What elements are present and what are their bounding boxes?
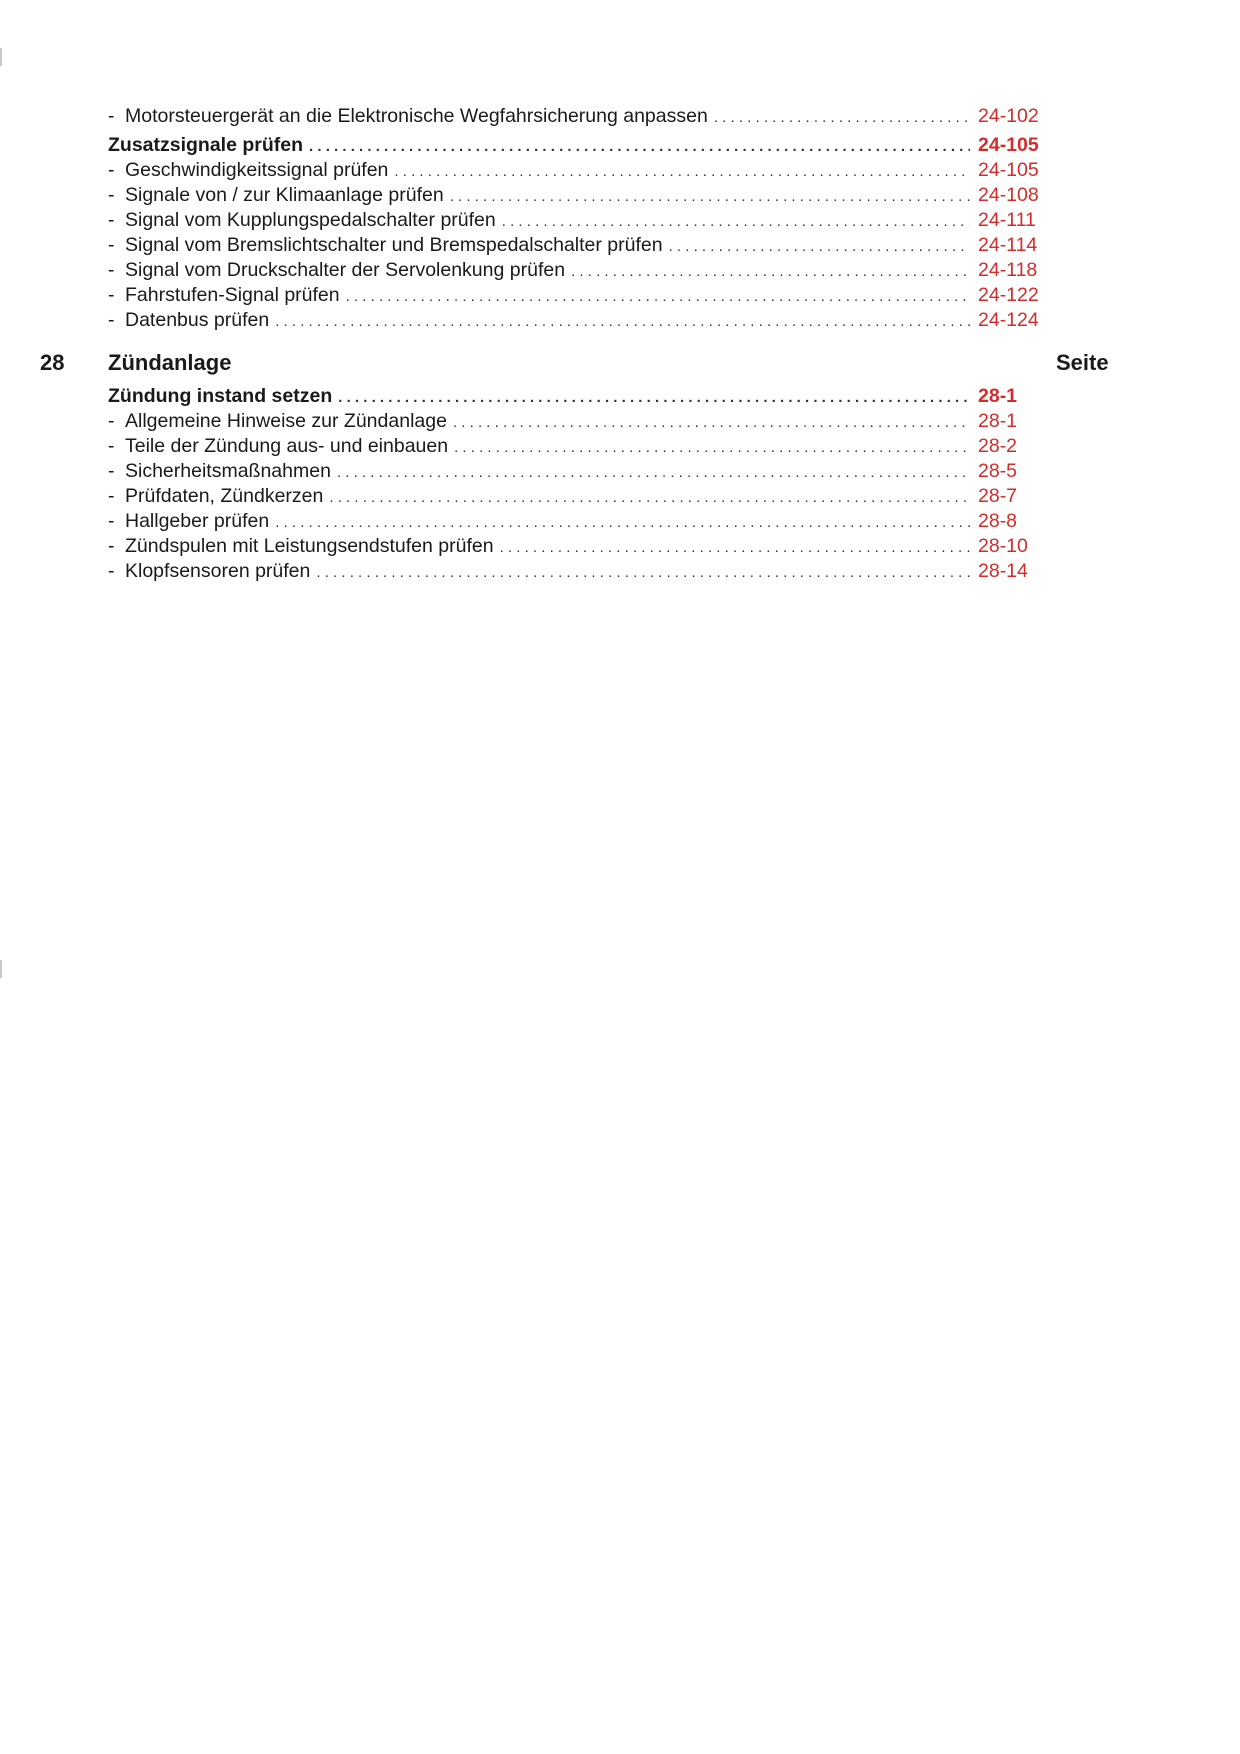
entry-label: Klopfsensoren prüfen bbox=[125, 560, 311, 582]
dot-leader bbox=[571, 259, 970, 284]
entry-dash: - bbox=[108, 259, 115, 281]
toc-entry[interactable] bbox=[108, 283, 1048, 308]
entry-page-number[interactable]: 24-118 bbox=[978, 259, 1038, 281]
entry-page-number[interactable]: 28-1 bbox=[978, 385, 1018, 407]
dot-leader bbox=[502, 209, 970, 234]
entry-label: Motorsteuergerät an die Elektronische Wegfahrsicherung anpassen bbox=[125, 105, 708, 127]
entry-dash: - bbox=[108, 209, 115, 231]
entry-label: Signal vom Bremslichtschalter und Bremspedalschalter prüfen bbox=[125, 234, 663, 256]
entry-dash: - bbox=[108, 184, 115, 206]
toc-entry[interactable] bbox=[108, 158, 1048, 183]
toc-entry[interactable] bbox=[108, 258, 1048, 283]
entry-page-number[interactable]: 28-1 bbox=[978, 410, 1018, 432]
entry-dash: - bbox=[108, 510, 115, 532]
toc-entry[interactable] bbox=[108, 233, 1048, 258]
toc-entry[interactable] bbox=[108, 509, 1048, 534]
entry-label: Prüfdaten, Zündkerzen bbox=[125, 485, 324, 507]
entry-dash: - bbox=[108, 284, 115, 306]
entry-page-number[interactable]: 28-14 bbox=[978, 560, 1028, 582]
toc-heading-entry[interactable] bbox=[108, 384, 1048, 409]
entry-page-number[interactable]: 28-10 bbox=[978, 535, 1028, 557]
entry-page-number[interactable]: 24-105 bbox=[978, 159, 1039, 181]
dot-leader bbox=[714, 105, 970, 130]
dot-leader bbox=[337, 460, 970, 485]
dot-leader bbox=[316, 560, 970, 585]
toc-entry[interactable] bbox=[108, 459, 1048, 484]
toc-entry[interactable] bbox=[108, 434, 1048, 459]
entry-dash: - bbox=[108, 159, 115, 181]
entry-label: Signal vom Kupplungspedalschalter prüfen bbox=[125, 209, 496, 231]
dot-leader bbox=[454, 435, 970, 460]
entry-page-number[interactable]: 24-114 bbox=[978, 234, 1038, 256]
entry-dash: - bbox=[108, 309, 115, 331]
toc-entry[interactable] bbox=[108, 559, 1048, 584]
entry-page-number[interactable]: 28-8 bbox=[978, 510, 1018, 532]
chapter-number: 28 bbox=[40, 350, 65, 375]
entry-label: Allgemeine Hinweise zur Zündanlage bbox=[125, 410, 447, 432]
entry-label: Hallgeber prüfen bbox=[125, 510, 270, 532]
dot-leader bbox=[275, 510, 970, 535]
entry-page-number[interactable]: 28-7 bbox=[978, 485, 1018, 507]
entry-page-number[interactable]: 24-102 bbox=[978, 105, 1039, 127]
toc-entry[interactable] bbox=[108, 409, 1048, 434]
chapter-heading bbox=[40, 348, 1120, 378]
toc-entry[interactable] bbox=[108, 534, 1048, 559]
dot-leader bbox=[450, 184, 970, 209]
entry-label: Datenbus prüfen bbox=[125, 309, 270, 331]
entry-dash: - bbox=[108, 435, 115, 457]
toc-entry[interactable] bbox=[108, 484, 1048, 509]
entry-dash: - bbox=[108, 460, 115, 482]
entry-dash: - bbox=[108, 105, 115, 127]
toc-entry[interactable] bbox=[108, 183, 1048, 208]
entry-dash: - bbox=[108, 234, 115, 256]
toc-entry[interactable] bbox=[108, 208, 1048, 233]
entry-page-number[interactable]: 28-5 bbox=[978, 460, 1018, 482]
entry-dash: - bbox=[108, 535, 115, 557]
entry-label: Teile der Zündung aus- und einbauen bbox=[125, 435, 449, 457]
dot-leader bbox=[329, 485, 970, 510]
crop-mark-top bbox=[0, 48, 2, 66]
toc-heading-entry[interactable] bbox=[108, 133, 1048, 158]
entry-label: Zündung instand setzen bbox=[108, 385, 333, 407]
entry-label: Zündspulen mit Leistungsendstufen prüfen bbox=[125, 535, 494, 557]
dot-leader bbox=[309, 134, 970, 159]
chapter-title: Zündanlage bbox=[108, 350, 232, 375]
entry-page-number[interactable]: 24-108 bbox=[978, 184, 1039, 206]
entry-label: Sicherheitsmaßnahmen bbox=[125, 460, 331, 482]
entry-dash: - bbox=[108, 485, 115, 507]
entry-page-number[interactable]: 24-111 bbox=[978, 209, 1036, 231]
entry-page-number[interactable]: 24-122 bbox=[978, 284, 1039, 306]
entry-dash: - bbox=[108, 410, 115, 432]
toc-entry[interactable] bbox=[108, 104, 1048, 129]
entry-dash: - bbox=[108, 560, 115, 582]
dot-leader bbox=[346, 284, 970, 309]
entry-label: Signale von / zur Klimaanlage prüfen bbox=[125, 184, 444, 206]
crop-mark-middle bbox=[0, 960, 2, 978]
toc-entry[interactable] bbox=[108, 308, 1048, 333]
entry-page-number[interactable]: 24-124 bbox=[978, 309, 1039, 331]
entry-label: Fahrstufen-Signal prüfen bbox=[125, 284, 340, 306]
entry-label: Signal vom Druckschalter der Servolenkung prüfen bbox=[125, 259, 566, 281]
dot-leader bbox=[500, 535, 970, 560]
entry-page-number[interactable]: 24-105 bbox=[978, 134, 1039, 156]
entry-page-number[interactable]: 28-2 bbox=[978, 435, 1018, 457]
dot-leader bbox=[338, 385, 970, 410]
dot-leader bbox=[394, 159, 970, 184]
dot-leader bbox=[669, 234, 970, 259]
dot-leader bbox=[275, 309, 970, 334]
entry-label: Geschwindigkeitssignal prüfen bbox=[125, 159, 389, 181]
dot-leader bbox=[453, 410, 970, 435]
page-column-header: Seite bbox=[1056, 350, 1109, 375]
entry-label: Zusatzsignale prüfen bbox=[108, 134, 304, 156]
